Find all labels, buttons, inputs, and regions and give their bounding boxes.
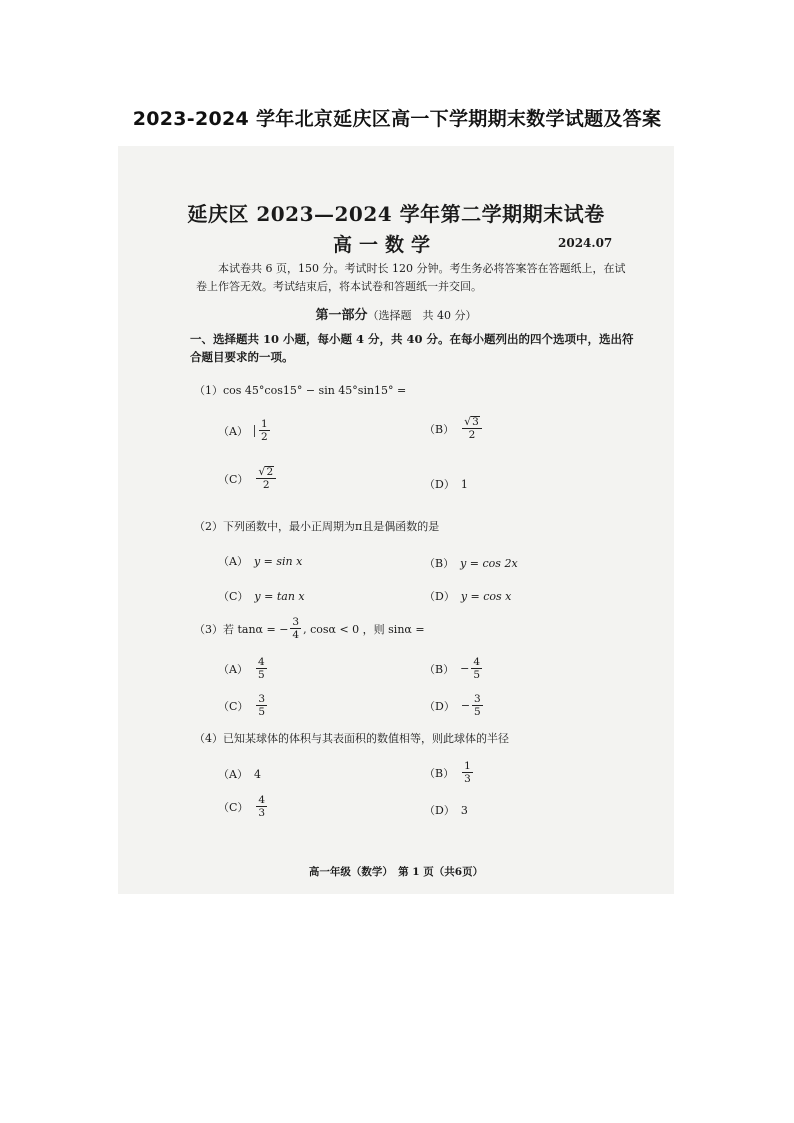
q3-option-c-fraction [256,693,267,718]
q3-a-num: 4 [257,656,265,668]
q1-a-num: 1 [260,418,268,430]
q1-option-a [218,418,272,443]
q1-option-c-label: （C） [218,472,249,486]
q4-option-a-label: （A） [218,768,248,781]
q3-c-num: 3 [258,693,266,705]
q4-option-c-label: （C） [218,800,249,814]
q2-option-b [424,555,518,571]
q1-option-a-fraction [259,418,270,443]
part-heading [118,304,674,323]
exam-date: 2024.07 [558,236,613,250]
question-4-stem: （4）已知某球体的体积与其表面积的数值相等，则此球体的半径 [194,732,509,745]
question-3-stem [194,616,425,641]
q1-option-c [218,466,278,491]
q4-option-d-label: （D） [424,804,455,817]
q3-d-num: 3 [474,693,481,705]
q4-b-num: 1 [464,760,471,772]
q4-b-den: 3 [464,773,471,785]
scanned-exam-page [118,146,674,894]
q4-option-c [218,794,269,819]
q3-b-num: 4 [473,656,480,668]
q2-option-a-text: y = sin x [253,554,303,568]
q1-option-c-fraction: √ 2 2 [256,466,276,491]
q1-option-b-fraction: √ 3 2 [462,416,482,441]
q2-option-d-text: y = cos x [460,589,512,603]
q1-option-d [424,476,468,492]
q3-stem-post: , cosα < 0 ，则 sinα = [303,622,425,636]
q1-c-radicand: 2 [266,466,274,478]
exam-intro: 本试卷共 6 页，150 分。考试时长 120 分钟。考生务必将答案答在答题纸上，在试卷上作答无效。考试结束后，将本试卷和答题纸一并交回。 [196,262,626,293]
q3-c-den: 5 [258,706,266,718]
q4-option-a [218,766,261,782]
q2-option-d-label: （D） [424,590,455,603]
q3-option-d-sign: − [460,699,471,712]
q4-option-d [424,802,468,818]
q2-option-d [424,588,511,604]
q3-stem-pre: （3）若 tanα = − [194,622,289,636]
exam-subject: 高一数学 [333,234,438,256]
q4-option-a-text: 4 [253,767,261,781]
q3-option-b [424,656,484,681]
q4-option-b [424,760,475,785]
q3-option-a [218,656,269,681]
q3-option-b-label: （B） [424,662,455,676]
cursor-mark [254,425,255,437]
part-note: （选择题 共 40 分） [367,309,477,322]
q1-option-d-label: （D） [424,478,455,491]
question-2-stem: （2）下列函数中，最小正周期为π且是偶函数的是 [194,520,440,533]
q1-b-den: 2 [468,429,476,441]
q3-stem-num: 3 [292,616,300,628]
q2-option-a [218,553,302,569]
q1-option-a-label: （A） [218,424,248,438]
q3-option-c-label: （C） [218,699,249,713]
q3-option-d [424,693,485,718]
document-title: 2023-2024 学年北京延庆区高一下学期期末数学试题及答案 [132,108,662,130]
q1-a-den: 2 [260,431,268,443]
q2-option-a-label: （A） [218,555,248,568]
q3-option-d-fraction [472,693,483,718]
q3-b-den: 5 [473,669,480,681]
section-instructions: 一、选择题共 10 小题，每小题 4 分，共 40 分。在每小题列出的四个选项中，选出符合题目要求的一项。 [190,332,634,364]
q3-stem-fraction [290,616,301,641]
question-1-stem: （1）cos 45°cos15° − sin 45°sin15° = [194,384,407,397]
q3-option-b-fraction [471,656,482,681]
q1-option-d-text: 1 [460,477,468,491]
q3-option-d-label: （D） [424,699,455,713]
q3-a-den: 5 [257,669,265,681]
q2-option-b-label: （B） [424,557,455,570]
q1-option-b [424,416,484,441]
q2-option-c-label: （C） [218,590,249,603]
q4-option-c-fraction [256,794,267,819]
q3-option-a-label: （A） [218,662,248,676]
q2-option-c-text: y = tan x [254,589,305,603]
q4-c-den: 3 [258,807,266,819]
q3-option-a-fraction [256,656,267,681]
q2-option-c [218,588,305,604]
q3-option-c [218,693,269,718]
page-footer: 高一年级（数学） 第 1 页（共6页） [308,866,484,878]
part-title: 第一部分 [315,308,368,323]
q1-b-radicand: 3 [472,416,479,428]
q1-c-den: 2 [262,479,270,491]
q4-option-b-label: （B） [424,766,455,780]
q3-option-b-sign: − [460,662,470,675]
q2-option-b-text: y = cos 2x [460,556,518,570]
q3-d-den: 5 [474,706,481,718]
exam-title: 延庆区 2023—2024 学年第二学期期末试卷 [187,202,605,226]
q4-option-b-fraction [462,760,473,785]
q4-option-d-text: 3 [460,803,468,817]
q1-option-b-label: （B） [424,422,455,436]
q3-stem-den: 4 [292,629,300,641]
q4-c-num: 4 [258,794,266,806]
